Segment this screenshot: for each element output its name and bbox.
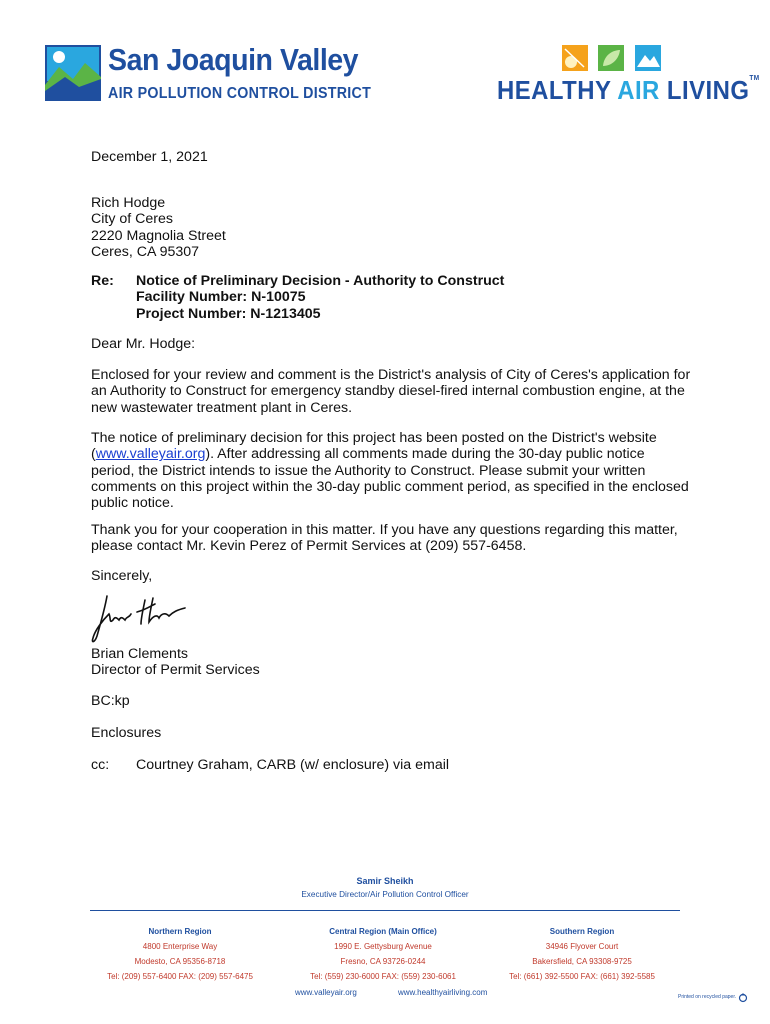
recipient-organization: City of Ceres: [91, 211, 173, 228]
footer-divider: [90, 910, 680, 911]
region-name: Northern Region: [148, 927, 212, 936]
recipient-street: 2220 Magnolia Street: [91, 227, 226, 244]
enclosures: Enclosures: [91, 725, 162, 741]
recipient-address: [91, 195, 691, 260]
region-phone: Tel: (559) 230-6000 FAX: (559) 230-6061: [310, 972, 456, 981]
recipient-city: Ceres, CA 95307: [91, 243, 200, 260]
recipient-name: Rich Hodge: [91, 195, 166, 211]
region-city: Bakersfield, CA 93308-9725: [532, 957, 632, 966]
region-street: 1990 E. Gettysburg Avenue: [334, 942, 432, 951]
footer-website-valleyair[interactable]: www.valleyair.org: [295, 988, 357, 997]
campaign-living: LIVING: [666, 75, 750, 105]
cc-recipient: Courtney Graham, CARB (w/ enclosure) via email: [136, 757, 450, 773]
region-central: [288, 924, 478, 984]
paragraph-2: [91, 430, 691, 511]
facility-number: Facility Number: N-10075: [136, 289, 306, 306]
executive-name: Samir Sheikh: [356, 876, 414, 886]
region-northern: [85, 924, 275, 984]
campaign-healthy: HEALTHY: [497, 75, 611, 105]
leaf-icon: [598, 45, 624, 71]
letter-date: December 1, 2021: [91, 149, 208, 165]
initials: BC:kp: [91, 693, 130, 709]
signature-icon: [85, 588, 200, 648]
region-city: Fresno, CA 93726-0244: [340, 957, 426, 966]
district-logo-icon: [45, 45, 101, 101]
region-phone: Tel: (209) 557-6400 FAX: (209) 557-6475: [107, 972, 253, 981]
region-phone: Tel: (661) 392-5500 FAX: (661) 392-5585: [509, 972, 655, 981]
mountain-icon: [635, 45, 661, 71]
signer-title: Director of Permit Services: [91, 662, 260, 679]
region-southern: [487, 924, 677, 984]
region-name: Southern Region: [549, 927, 615, 936]
project-number: Project Number: N-1213405: [136, 305, 321, 322]
closing: Sincerely,: [91, 568, 153, 584]
campaign-wordmark: [497, 75, 760, 106]
region-street: 4800 Enterprise Way: [142, 942, 218, 951]
recycled-note: Printed on recycled paper.: [678, 994, 737, 1000]
campaign-air: AIR: [617, 75, 660, 105]
cc-label: cc:: [91, 757, 110, 773]
website-link[interactable]: www.valleyair.org: [95, 446, 206, 463]
subject-label: Re:: [91, 273, 114, 289]
subject-title: Notice of Preliminary Decision - Authority to Construct: [136, 273, 505, 289]
district-name: San Joaquin Valley: [108, 42, 359, 77]
region-name: Central Region (Main Office): [329, 927, 437, 936]
executive-title: Executive Director/Air Pollution Control Officer: [301, 890, 469, 899]
paragraph-3: Thank you for your cooperation in this matter. If you have any questions regarding this matter, please contact Mr. Kevin Perez of Permit Services at (209) 557-6458.: [91, 522, 678, 555]
signer-block: [91, 646, 691, 679]
region-street: 34946 Flyover Court: [545, 942, 619, 951]
paragraph-1: Enclosed for your review and comment is the District's analysis of City of Ceres's application for an Authority to Construct for emergency standby diesel-fired internal combustion engine, at the new wastewater treatment plant in Ceres.: [91, 367, 691, 416]
trademark: TM: [749, 75, 760, 82]
salutation: Dear Mr. Hodge:: [91, 336, 196, 352]
footer-website-healthyairliving[interactable]: www.healthyairliving.com: [398, 988, 488, 997]
paragraph-2-end: ). After addressing all comments made during the 30-day public notice period, the District intends to issue the Authority to Construct. Please submit your written comments on this project within the 30-day public comment period, as specified in the enclosed public notice.: [91, 446, 689, 512]
signer-name: Brian Clements: [91, 646, 188, 662]
campaign-icons: [562, 45, 667, 71]
paragraph-2-start: The notice of preliminary decision for this project has been posted on the District's website (: [91, 430, 657, 463]
recycle-icon: [738, 990, 748, 1000]
district-subtitle: AIR POLLUTION CONTROL DISTRICT: [108, 85, 372, 102]
sun-icon: [562, 45, 588, 71]
region-city: Modesto, CA 95356-8718: [134, 957, 226, 966]
